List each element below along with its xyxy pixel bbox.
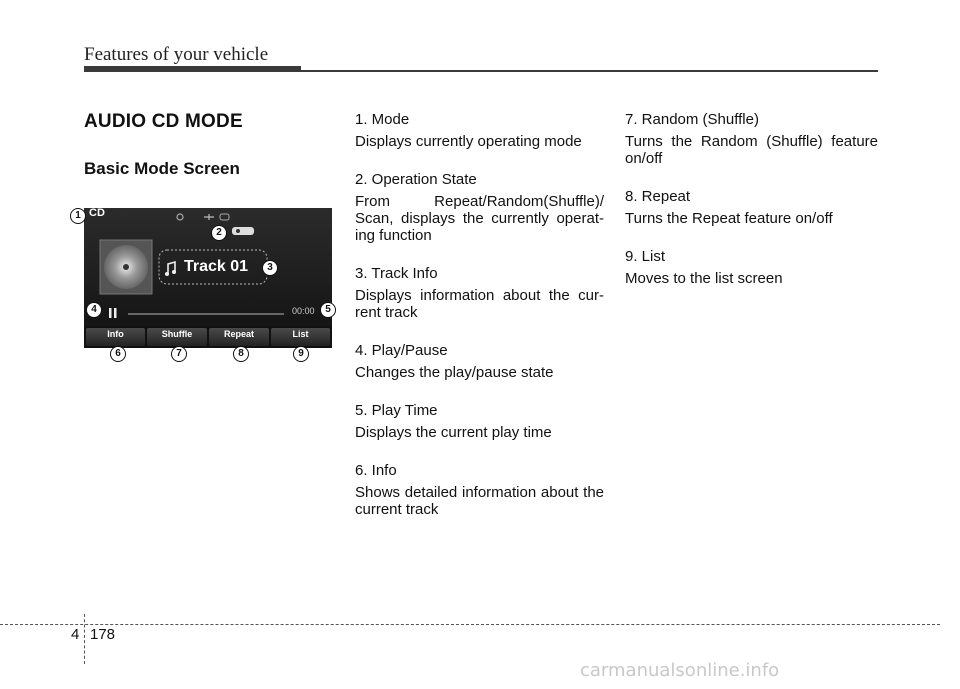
callout-3: 3 [262, 260, 278, 276]
list-item [355, 111, 604, 150]
play-time: 00:00 [292, 306, 315, 316]
section-title: AUDIO CD MODE [84, 111, 243, 132]
item-title: 2. Operation State [355, 171, 477, 188]
item-title: 7. Random (Shuffle) [625, 111, 759, 128]
list-item [625, 111, 878, 167]
item-desc: Displays the current play time [355, 424, 552, 441]
item-desc: From Repeat/Random(Shuffle)/ Scan, displays the currently operat-ing function [355, 193, 604, 244]
footer-divider [84, 614, 85, 664]
audio-screen [84, 208, 332, 348]
item-desc: Shows detailed information about the current track [355, 484, 604, 518]
list-item [625, 248, 878, 287]
pause-icon [109, 308, 112, 318]
page-number: 178 [90, 626, 116, 643]
mode-label: CD [89, 207, 105, 219]
shuffle-button[interactable]: Shuffle [161, 329, 193, 339]
list-item [355, 402, 604, 441]
item-title: 8. Repeat [625, 188, 691, 205]
item-desc: Turns the Random (Shuffle) feature on/off [625, 133, 878, 167]
operation-state-icon [232, 227, 254, 235]
item-title: 1. Mode [355, 111, 410, 128]
callout-5: 5 [320, 302, 336, 318]
audio-screen-illustration [70, 206, 338, 366]
item-title: 5. Play Time [355, 402, 438, 419]
page-header-title: Features of your vehicle [84, 44, 269, 65]
header-rule-thin [300, 70, 878, 72]
item-title: 3. Track Info [355, 265, 438, 282]
info-button[interactable]: Info [107, 329, 124, 339]
items-middle-column [355, 111, 604, 539]
watermark: carmanualsonline.info [580, 660, 780, 681]
list-item [355, 462, 604, 518]
callout-7: 7 [171, 346, 187, 362]
list-item [355, 265, 604, 321]
repeat-button[interactable]: Repeat [223, 329, 254, 339]
header-rule-thick [84, 66, 301, 72]
list-item [355, 171, 604, 244]
list-item [625, 188, 878, 227]
list-button[interactable]: List [292, 329, 309, 339]
item-desc: Turns the Repeat feature on/off [625, 210, 833, 227]
item-title: 6. Info [355, 462, 397, 479]
callout-4: 4 [86, 302, 102, 318]
chapter-number: 4 [71, 626, 80, 643]
callout-8: 8 [233, 346, 249, 362]
item-desc: Displays currently operating mode [355, 133, 582, 150]
callout-6: 6 [110, 346, 126, 362]
footer-rule [0, 624, 940, 625]
audio-screen-graphic [84, 208, 332, 348]
item-title: 9. List [625, 248, 666, 265]
item-title: 4. Play/Pause [355, 342, 448, 359]
items-right-column [625, 111, 878, 308]
callout-9: 9 [293, 346, 309, 362]
item-desc: Changes the play/pause state [355, 364, 554, 381]
item-desc: Moves to the list screen [625, 270, 783, 287]
callout-2: 2 [211, 225, 227, 241]
section-subtitle: Basic Mode Screen [84, 159, 240, 178]
track-label: Track 01 [184, 258, 249, 275]
callout-1: 1 [70, 208, 86, 224]
list-item [355, 342, 604, 381]
item-desc: Displays information about the cur-rent track [355, 287, 604, 321]
